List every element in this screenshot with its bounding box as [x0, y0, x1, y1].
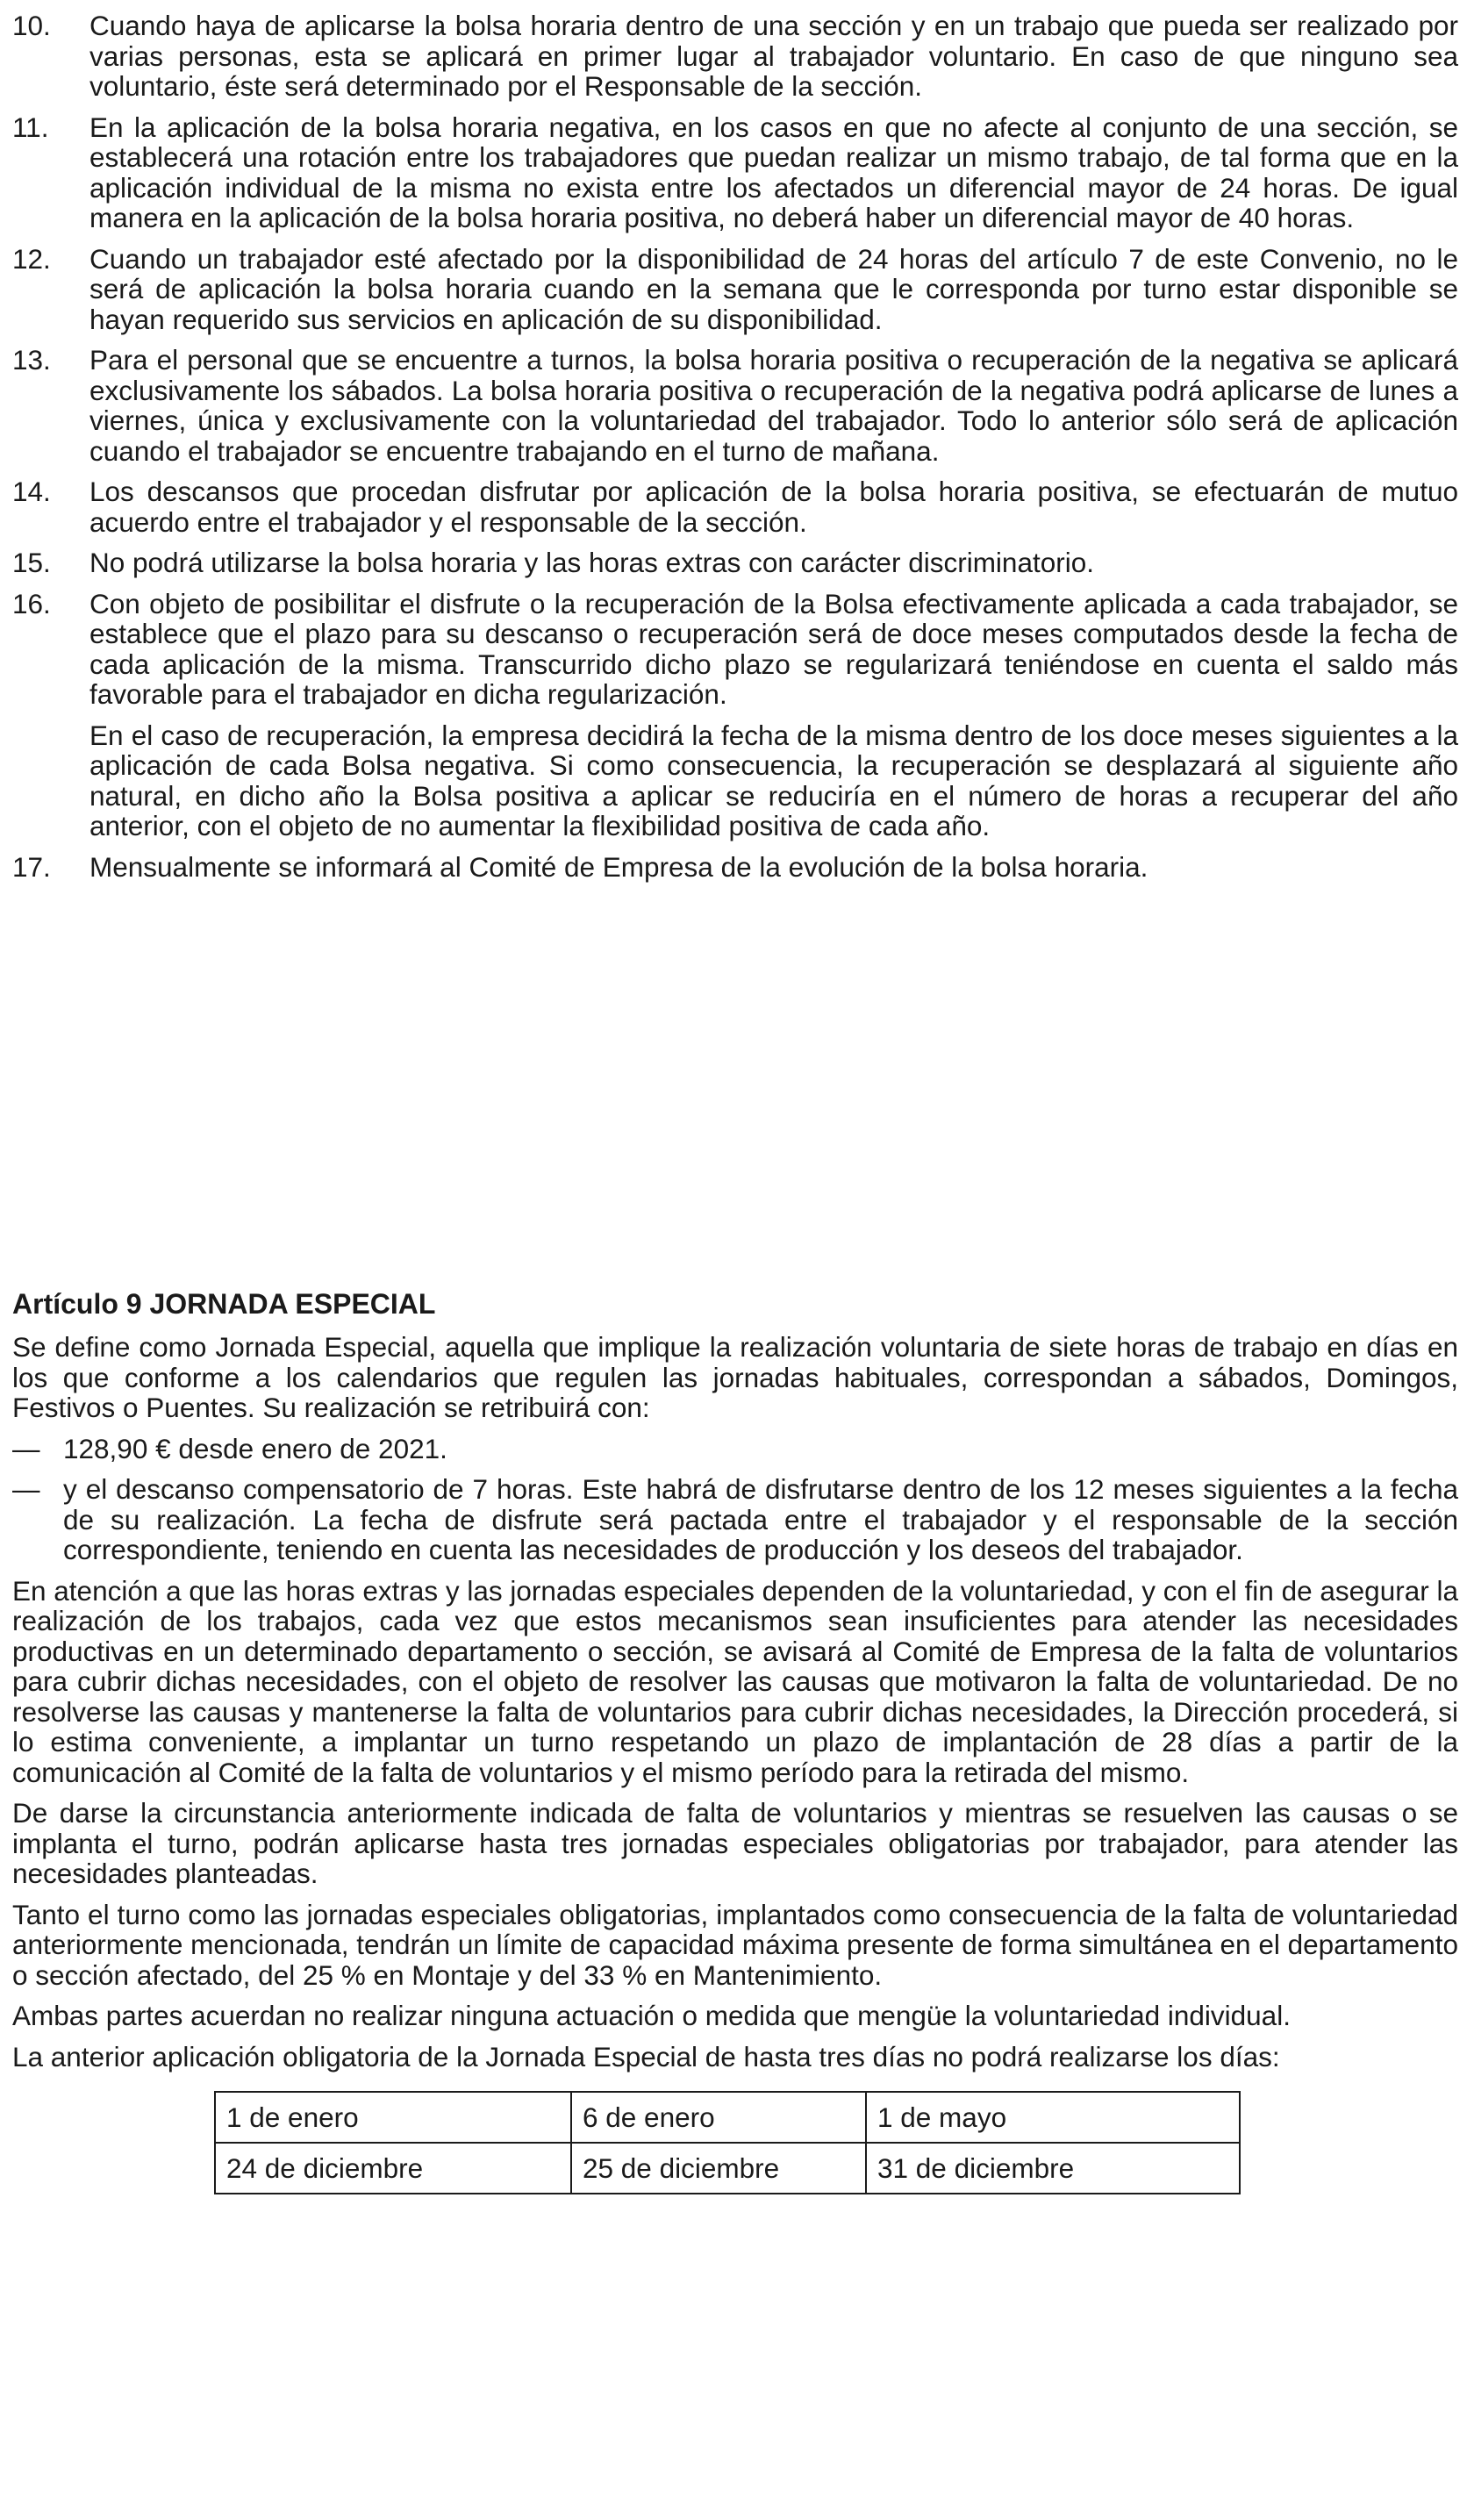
item-number: 16. — [12, 587, 51, 619]
table-cell: 6 de enero — [571, 2092, 866, 2143]
item-paragraph: Mensualmente se informará al Comité de Empresa de la evolución de la bolsa horaria. — [89, 850, 1148, 883]
table-cell: 1 de enero — [215, 2092, 571, 2143]
list-item — [12, 589, 1458, 841]
item-paragraph: Para el personal que se encuentre a turnos, la bolsa horaria positiva o recuperación de la negativa se aplicará exclusivamente los sábados. La bolsa horaria positiva o recuperación de la negativa podrá aplicarse de lunes a viernes, única y exclusivamente con la voluntariedad del trabajador. Todo lo anterior sólo será de aplicación cuando el trabajador se encuentre trabajando en el turno de mañana. — [89, 344, 1458, 467]
item-body — [89, 548, 1458, 578]
item-number: 11. — [12, 111, 49, 143]
list-item — [12, 476, 1458, 537]
item-number: 14. — [12, 476, 51, 507]
item-body — [89, 112, 1458, 233]
table-cell: 24 de diciembre — [215, 2143, 571, 2194]
article-paragraph: La anterior aplicación obligatoria de la Jornada Especial de hasta tres días no podrá realizarse los días: — [12, 2040, 1280, 2073]
item-number: 13. — [12, 344, 51, 376]
list-item — [12, 112, 1458, 233]
article-paragraph: De darse la circunstancia anteriormente indicada de falta de voluntarios y mientras se resuelven las causas o se implanta el turno, podrán aplicarse hasta tres jornadas especiales obligatorias por trabajador, para atender las necesidades planteadas. — [12, 1797, 1458, 1889]
item-body — [89, 11, 1458, 102]
item-number: 15. — [12, 547, 51, 578]
table-cell: 31 de diciembre — [866, 2143, 1240, 2194]
dash-list-item — [12, 1434, 1458, 1464]
list-item — [12, 11, 1458, 102]
item-paragraph: En el caso de recuperación, la empresa decidirá la fecha de la misma dentro de los doce meses siguientes a la aplicación de cada Bolsa negativa. Si como consecuencia, la recuperación se desplazará al siguiente año natural, en dicho año la Bolsa positiva a aplicar se reduciría en el número de horas a recuperar del año anterior, con el objeto de no aumentar la flexibilidad positiva de cada año. — [89, 719, 1458, 841]
article-paragraph: Ambas partes acuerdan no realizar ninguna actuación o medida que mengüe la voluntariedad individual. — [12, 2000, 1291, 2031]
list-item — [12, 345, 1458, 466]
list-item — [12, 852, 1458, 883]
article-paragraph: En atención a que las horas extras y las jornadas especiales dependen de la voluntariedad, y con el fin de asegurar la realización de los trabajos, cada vez que estos mecanismos sean insuficientes para atender las necesidades productivas en un determinado departamento o sección, se avisará al Comité de Empresa de la falta de voluntarios para cubrir dichas necesidades, con el objeto de resolver las causas que motivaron la falta de voluntariedad. De no resolverse las causas y mantenerse la falta de voluntarios para cubrir dichas necesidades, la Dirección procederá, si lo estima conveniente, a implantar un turno respetando un plazo de implantación de 28 días a partir de la comunicación al Comité de la falta de voluntarios y el mismo período para la retirada del mismo. — [12, 1574, 1458, 1788]
article-section — [12, 1288, 1458, 2194]
article-paragraph: Tanto el turno como las jornadas especiales obligatorias, implantados como consecuencia de la falta de voluntariedad anteriormente mencionada, tendrán un límite de capacidad máxima presente de forma simultánea en el departamento o sección afectado, del 25 % en Montaje y del 33 % en Mantenimiento. — [12, 1898, 1458, 1991]
item-number: 17. — [12, 850, 51, 883]
dash-marker: — — [12, 1432, 40, 1464]
table-cell: 1 de mayo — [866, 2092, 1240, 2143]
item-paragraph: Los descansos que procedan disfrutar por aplicación de la bolsa horaria positiva, se efectuarán de mutuo acuerdo entre el trabajador y el responsable de la sección. — [89, 476, 1458, 538]
list-item — [12, 548, 1458, 578]
item-paragraph: No podrá utilizarse la bolsa horaria y las horas extras con carácter discriminatorio. — [89, 547, 1094, 578]
dash-marker: — — [12, 1473, 40, 1505]
dash-item-text: y el descanso compensatorio de 7 horas. Este habrá de disfrutarse dentro de los 12 meses siguientes a la fecha de su realización. La fecha de disfrute será pactada entre el trabajador y el responsable de la sección correspondiente, teniendo en cuenta las necesidades de producción y los deseos del trabajador. — [63, 1473, 1458, 1565]
article-intro: Se define como Jornada Especial, aquella que implique la realización voluntaria de siete horas de trabajo en días en los que conforme a los calendarios que regulen las jornadas habituales, correspondan a sábados, Domingos, Festivos o Puentes. Su realización se retribuirá con: — [12, 1331, 1458, 1423]
dash-list-item — [12, 1474, 1458, 1565]
item-paragraph: Cuando un trabajador esté afectado por la disponibilidad de 24 horas del artículo 7 de este Convenio, no le será de aplicación la bolsa horaria cuando en la semana que le corresponda por turno estar disponible se hayan requerido sus servicios en aplicación de su disponibilidad. — [89, 242, 1458, 335]
excluded-days-table — [214, 2091, 1241, 2194]
item-body — [89, 476, 1458, 537]
item-paragraph: Con objeto de posibilitar el disfrute o la recuperación de la Bolsa efectivamente aplicada a cada trabajador, se establece que el plazo para su descanso o recuperación será de doce meses computados desde la fecha de cada aplicación de la misma. Transcurrido dicho plazo se regularizará teniéndose en cuenta el saldo más favorable para el trabajador en dicha regularización. — [89, 587, 1458, 710]
item-number: 12. — [12, 242, 51, 275]
item-body — [89, 589, 1458, 841]
item-body — [89, 852, 1458, 883]
item-paragraph: En la aplicación de la bolsa horaria negativa, en los casos en que no afecte al conjunto de una sección, se establecerá una rotación entre los trabajadores que puedan realizar un mismo trabajo, de tal forma que en la aplicación individual de la misma no exista entre los afectados un diferencial mayor de 24 horas. De igual manera en la aplicación de la bolsa horaria positiva, no deberá haber un diferencial mayor de 40 horas. — [89, 111, 1458, 233]
item-paragraph: Cuando haya de aplicarse la bolsa horaria dentro de una sección y en un trabajo que pueda ser realizado por varias personas, esta se aplicará en primer lugar al trabajador voluntario. En caso de que ninguno sea voluntario, éste será determinado por el Responsable de la sección. — [89, 10, 1458, 102]
table-row — [215, 2092, 1240, 2143]
table-cell: 25 de diciembre — [571, 2143, 866, 2194]
article-heading: Artículo 9 JORNADA ESPECIAL — [12, 1288, 436, 1320]
dash-item-text: 128,90 € desde enero de 2021. — [63, 1432, 447, 1464]
table-row — [215, 2143, 1240, 2194]
numbered-list — [12, 11, 1458, 892]
item-number: 10. — [12, 10, 51, 41]
list-item — [12, 244, 1458, 335]
item-body — [89, 345, 1458, 466]
item-body — [89, 244, 1458, 335]
